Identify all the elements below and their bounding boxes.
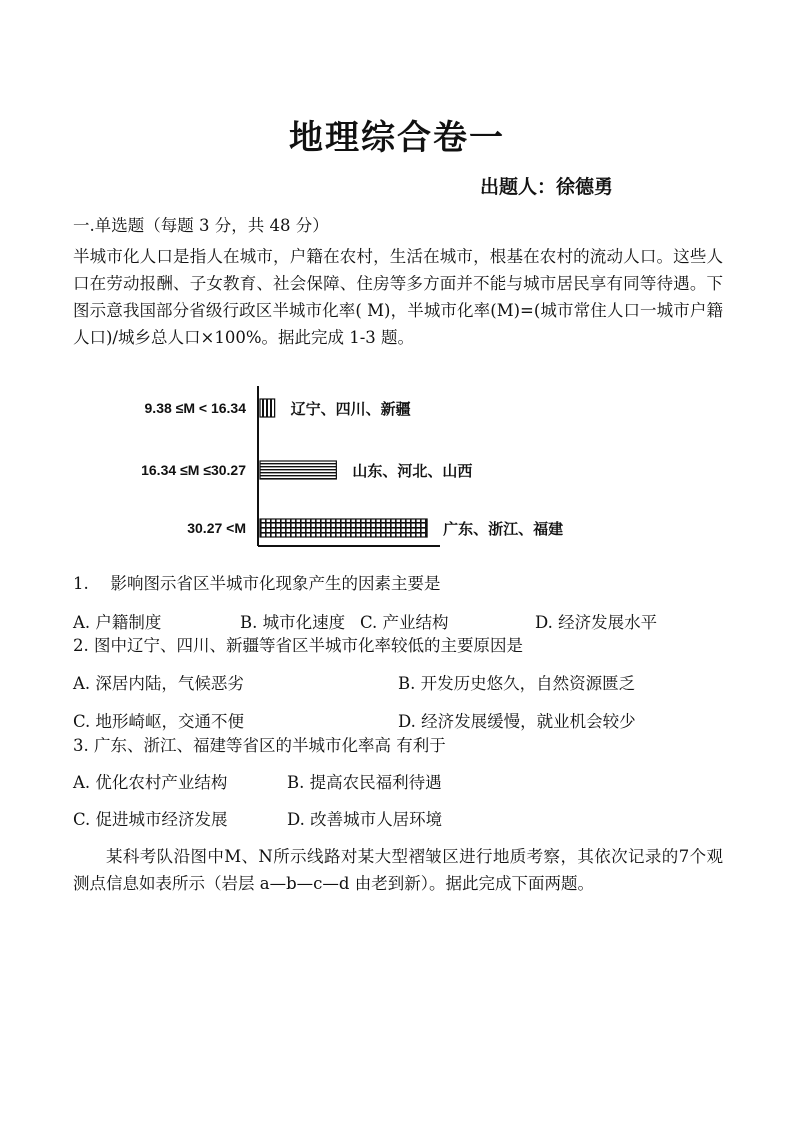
- chart-svg: [90, 382, 610, 550]
- chart-bar-1: [260, 399, 275, 417]
- chart-bar-label-3: 广东、浙江、福建: [443, 520, 564, 538]
- question-1-option-c[interactable]: C. 产业结构: [360, 613, 449, 632]
- intro-paragraph: 半城市化人口是指人在城市，户籍在农村，生活在城市，根基在农村的流动人口。这些人口在劳动报酬、子女教育、社会保障、住房等多方面并不能与城市居民享有同等待遇。下图示意我国部分省级行政区半城市化率( M)，半城市化率(M)=(城市常住人口一城市户籍人口)/城乡总人口×100%。据此完成 1-3 题。: [73, 247, 723, 347]
- question-1-stem: 1. 影响图示省区半城市化现象产生的因素主要是: [73, 574, 441, 593]
- chart-bar-3: [260, 519, 427, 537]
- author-line: 出题人：徐德勇: [480, 176, 614, 198]
- question-3-stem: 3. 广东、浙江、福建等省区的半城市化率高 有利于: [73, 736, 446, 755]
- closing-paragraph: 某科考队沿图中M、N所示线路对某大型褶皱区进行地质考察，其依次记录的7个观测点信息如表所示（岩层 a—b—c—d 由老到新）。据此完成下面两题。: [73, 847, 723, 893]
- chart-category-label-1: 9.38 ≤M < 16.34: [144, 400, 246, 416]
- question-3-option-a[interactable]: A. 优化农村产业结构: [73, 773, 228, 792]
- chart-bar-label-1: 辽宁、四川、新疆: [290, 400, 411, 418]
- question-2-option-a[interactable]: A. 深居内陆，气候恶劣: [73, 674, 244, 693]
- question-3-option-b[interactable]: B. 提高农民福利待遇: [287, 773, 442, 792]
- chart-bar-2: [260, 461, 336, 479]
- question-3-option-c[interactable]: C. 促进城市经济发展: [73, 810, 228, 829]
- question-1-option-d[interactable]: D. 经济发展水平: [535, 613, 658, 632]
- question-2-option-d[interactable]: D. 经济发展缓慢，就业机会较少: [398, 712, 636, 731]
- question-2-stem: 2. 图中辽宁、四川、新疆等省区半城市化率较低的主要原因是: [73, 636, 523, 655]
- question-3-option-d[interactable]: D. 改善城市人居环境: [287, 810, 443, 829]
- question-2-option-b[interactable]: B. 开发历史悠久，自然资源匮乏: [398, 674, 636, 693]
- chart-bar-label-2: 山东、河北、山西: [352, 462, 473, 480]
- semi-urbanization-chart: [90, 382, 610, 550]
- chart-category-label-3: 30.27 <M: [187, 520, 246, 536]
- question-1-option-b[interactable]: B. 城市化速度: [240, 613, 346, 632]
- question-1-option-a[interactable]: A. 户籍制度: [73, 613, 162, 632]
- question-2-option-c[interactable]: C. 地形崎岖，交通不便: [73, 712, 245, 731]
- section-heading: 一.单选题（每题 3 分，共 48 分）: [73, 216, 329, 235]
- exam-title: 地理综合卷一: [289, 118, 505, 158]
- chart-category-label-2: 16.34 ≤M ≤30.27: [141, 462, 246, 478]
